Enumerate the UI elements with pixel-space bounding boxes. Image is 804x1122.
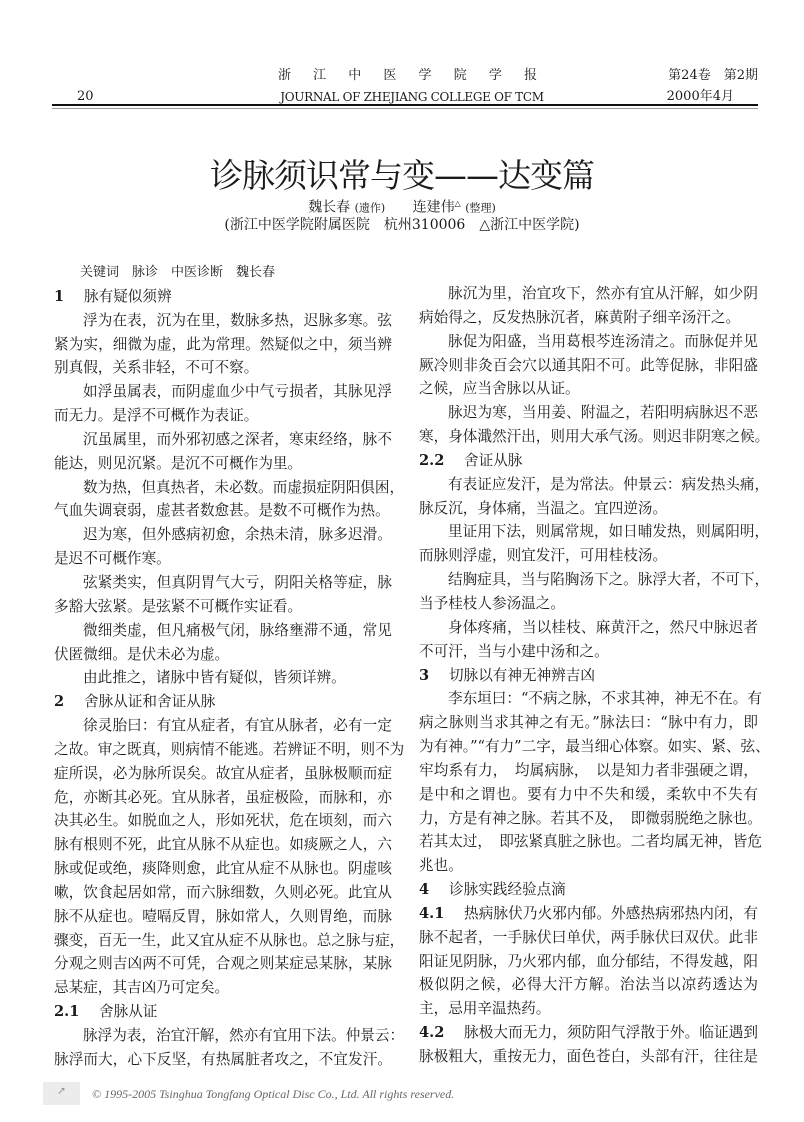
paragraph: [419, 1021, 758, 1069]
section-title: 脉有疑似须辨: [84, 287, 172, 305]
page-number: 20: [77, 89, 94, 104]
text-line: 病之脉则当求其神之有无。”脉法曰：“脉中有力，即: [419, 714, 758, 732]
issue-date: 2000年4月: [666, 89, 734, 104]
text-line: 有表证应发汗，是为常法。仲景云：病发热头痛，: [448, 475, 770, 493]
paragraph: [419, 568, 770, 616]
paragraph: [54, 666, 392, 690]
volume-issue: 第24卷 第2期: [668, 68, 758, 83]
paragraph: [419, 520, 770, 568]
text-line: 沉虽属里，而外邪初感之深者，寒束经络，脉不: [83, 430, 392, 448]
text-line: 脉迟为寒，当用姜、附温之，若阳明病脉迟不恶: [448, 404, 758, 422]
section-number: 2.2: [419, 451, 445, 469]
section-heading: [54, 1000, 392, 1024]
section-number: 3: [419, 666, 430, 684]
author-name: 魏长春: [308, 199, 351, 216]
section-heading: [419, 664, 758, 688]
keywords-line: [54, 261, 392, 285]
section-heading: [54, 690, 392, 714]
author-name: 连建伟: [412, 199, 455, 216]
keywords: 脉诊 中医诊断 魏长春: [132, 265, 276, 280]
paragraph: [419, 473, 770, 521]
paragraph: [54, 619, 392, 667]
text-line: 病始得之，反发热脉沉者，麻黄附子细辛汤汗之。: [419, 308, 741, 326]
text-line: 之故。审之既真，则病情不能逃。若辨证不明，则不为: [54, 740, 405, 758]
text-line: 徐灵胎曰：有宜从症者，有宜从脉者，必有一定: [83, 717, 392, 735]
header-rule: [52, 104, 758, 106]
text-line: 极似阴之候，必得大汗方解。治法当以凉药透达为: [419, 976, 758, 994]
text-line: 脉不从症也。噎嗝反胃，脉如常人，久则胃绝，而脉: [54, 907, 392, 925]
text-line: 分观之则吉凶两不可凭，合观之则某症忌某脉，某脉: [54, 955, 392, 973]
paragraph: [54, 476, 405, 524]
text-line: 若其太过， 即弦紧真脏之脉也。二者均属无神，皆危: [419, 833, 762, 851]
copyright-notice: © 1995-2005 Tsinghua Tongfang Optical Disc Co., Ltd. All rights reserved.: [92, 1087, 455, 1101]
paragraph: [54, 1024, 405, 1072]
section-heading: [419, 449, 758, 473]
text-line: 骤变，百无一生，此又宜从症不从脉也。总之脉与症，: [54, 931, 405, 949]
section-title: 舍脉从证和舍证从脉: [84, 693, 216, 711]
text-line: 脉或促或绝，痰降则愈，此宜从症不从脉也。阴虚咳: [54, 860, 392, 878]
text-line: 牢均系有力， 均属病脉， 以是知力者非强硬之谓，: [419, 761, 758, 779]
author-role: (整理): [465, 201, 496, 215]
section-number: 4.1: [419, 904, 445, 922]
section-number: 1: [54, 287, 65, 305]
paragraph: [419, 687, 770, 878]
section-heading: [419, 878, 758, 902]
section-title: 诊脉实践经验点滴: [449, 881, 566, 899]
paragraph: [419, 330, 758, 402]
author-mark: △: [454, 199, 461, 208]
text-line: 决其必生。如脱血之人，形如死状，危在顷刻，而六: [54, 812, 392, 830]
text-line: 而脉则浮虚，则宜发汗，可用桂枝汤。: [419, 547, 668, 565]
author-role: (遗作): [354, 201, 386, 215]
article-title: 诊脉须识常与变——达变篇: [210, 156, 594, 195]
text-line: 症所误，必为脉所误矣。故宜从症者，虽脉极顺而症: [54, 764, 392, 782]
text-line: 力，方是有神之脉。若其不及， 即微弱脱绝之脉也。: [419, 809, 762, 827]
text-line: 厥冷则非灸百会穴以通其阳不可。此等促脉，非阳盛: [419, 356, 758, 374]
keywords-label: 关键词: [80, 265, 120, 280]
text-line: 李东垣曰：“不病之脉，不求其神，神无不在。有: [448, 690, 762, 708]
text-line: 脉不起者，一手脉伏曰单伏，两手脉伏曰双伏。此非: [419, 928, 758, 946]
text-line: 脉有根则不死，此宜从脉不从症也。如痰厥之人，六: [54, 836, 392, 854]
right-column: [419, 282, 770, 1069]
header-rule-thin: [52, 108, 758, 109]
text-line: 兆也。: [419, 857, 463, 875]
paragraph: [419, 282, 758, 330]
text-line: 危，亦断其必死。宜从脉者，虽症极险，而脉和，亦: [54, 788, 392, 806]
text-line: 而无力。是浮不可概作为表证。: [54, 407, 259, 425]
text-line: 阳证见阴脉，乃火邪内郁，血分郁结，不得发越，阳: [419, 952, 758, 970]
text-line: 是中和之谓也。要有力中不失和缓，柔软中不失有: [419, 785, 758, 803]
section-number: 4: [419, 881, 430, 899]
text-line: 脉浮为表，治宜汗解，然亦有宜用下法。仲景云：: [83, 1027, 405, 1044]
text-line: 别真假，关系非轻，不可不察。: [54, 359, 259, 377]
text-line: 脉极粗大，重按无力，面色苍白，头部有汗，往往是: [419, 1048, 758, 1065]
text-line: 当予桂枝人参汤温之。: [419, 594, 565, 612]
section-heading: [54, 285, 392, 309]
section-title: 舍脉从证: [99, 1003, 158, 1021]
text-line: [419, 902, 758, 926]
paragraph: [54, 571, 392, 619]
paragraph: [419, 616, 758, 664]
text-line: 脉反沉，身体痛，当温之。宜四逆汤。: [419, 499, 668, 517]
text-line: 浮为在表，沉为在里，数脉多热，迟脉多寒。弦: [83, 311, 392, 329]
text-line: 气血失调衰弱，虚甚者数愈甚。是数不可概作为热。: [54, 502, 390, 520]
section-number: 2: [54, 693, 65, 711]
text-line: 微细类虚，但凡痛极气闭，脉络壅滞不通，常见: [83, 621, 392, 639]
text-line: 身体疼痛，当以桂枝、麻黄汗之，然尺中脉迟者: [448, 618, 758, 636]
section-title: 切脉以有神无神辨吉凶: [449, 666, 595, 684]
cnki-logo-icon: ➚: [43, 1082, 80, 1105]
paragraph: [419, 401, 770, 449]
text-line: 迟为寒，但外感病初愈，余热未清，脉多迟滑。: [83, 526, 392, 544]
affiliation: (浙江中医学院附属医院 杭州310006 △浙江中医学院): [224, 217, 580, 233]
text-line: 之候，应当舍脉以从证。: [419, 380, 580, 398]
section-title: 舍证从脉: [464, 451, 523, 469]
paragraph: [54, 428, 392, 476]
text-line: 忌某症，其吉凶乃可定矣。: [54, 979, 230, 997]
line-text: 脉极大而无力，须防阳气浮散于外。临证遇到: [464, 1024, 758, 1042]
text-line: 紧为实，细微为虚，此为常理。然疑似之中，须当辨: [54, 335, 392, 353]
text-line: 寒，身体濈然汗出，则用大承气汤。则迟非阴寒之候。: [419, 428, 770, 446]
text-line: 脉浮而大，心下反坚，有热属脏者攻之，不宜发汗。: [54, 1050, 392, 1068]
text-line: 脉沉为里，治宜攻下，然亦有宜从汗解，如少阴: [448, 285, 758, 302]
text-line: 由此推之，诸脉中皆有疑似，皆须详辨。: [83, 669, 346, 687]
paragraph: [54, 523, 392, 571]
text-line: 伏匿微细。是伏未必为虚。: [54, 645, 230, 663]
text-line: 弦紧类实，但真阴胃气大亏，阴阳关格等症，脉: [83, 573, 392, 591]
text-line: 脉促为阳盛，当用葛根芩连汤清之。而脉促并见: [448, 332, 758, 350]
text-line: 能达，则见沉紧。是沉不可概作为里。: [54, 454, 303, 472]
section-number: 4.2: [419, 1024, 445, 1042]
paragraph: [419, 902, 758, 1021]
text-line: 多豁大弦紧。是弦紧不可概作实证看。: [54, 597, 303, 615]
text-line: 嗽，饮食起居如常，而六脉细数，久则必死。此宜从: [54, 883, 392, 901]
text-line: 里证用下法，则属常规，如日晡发热，则属阳明，: [448, 523, 770, 541]
text-line: 如浮虽属表，而阴虚血少中气亏损者，其脉见浮: [83, 383, 392, 401]
text-line: 数为热，但真热者，未必数。而虚损症阴阳俱困，: [83, 478, 405, 496]
text-line: 结胸症具，当与陷胸汤下之。脉浮大者，不可下，: [448, 571, 770, 589]
author-line: [0, 195, 804, 218]
paragraph: [54, 714, 405, 1000]
left-column: [54, 261, 405, 1072]
text-line: 主，忌用辛温热药。: [419, 1000, 551, 1018]
text-line: [419, 1021, 758, 1045]
text-line: 是迟不可概作寒。: [54, 550, 171, 568]
journal-title-en: JOURNAL OF ZHEJIANG COLLEGE OF TCM: [280, 90, 544, 104]
text-line: 不可汗，当与小建中汤和之。: [419, 642, 609, 660]
paragraph: [54, 380, 392, 428]
line-text: 热病脉伏乃火邪内郁。外感热病邪热内闭，有: [464, 904, 758, 922]
text-line: 为有神。”“有力”二字，最当细心体察。如实、紧、弦、: [419, 738, 770, 756]
journal-title-cn: 浙 江 中 医 学 院 学 报: [278, 68, 546, 83]
paragraph: [54, 309, 392, 381]
section-number: 2.1: [54, 1003, 80, 1021]
